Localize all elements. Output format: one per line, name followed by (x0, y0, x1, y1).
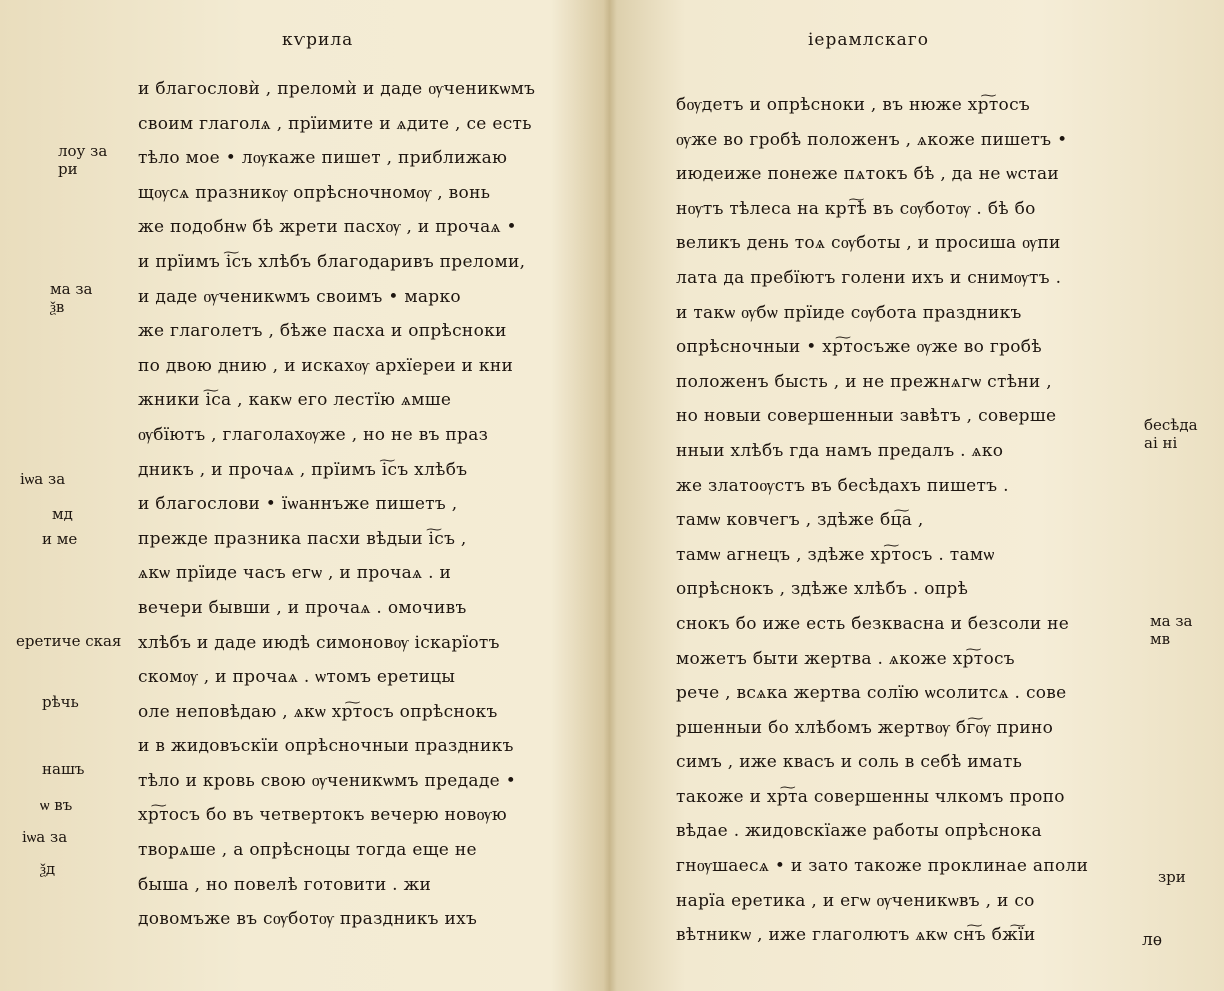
margin-note: нашъ (42, 760, 85, 778)
margin-note: ма за ѯв (50, 280, 93, 316)
text-line: нныи хлѣбъ гда намъ предалъ . ѧко (676, 440, 1004, 461)
text-line: быша , но повелѣ готовити . жи (138, 874, 432, 895)
text-line: хр͠тосъ бо въ четвертокъ вечерю новѹю (138, 805, 507, 826)
margin-note: іѡа за (22, 828, 68, 846)
text-line: хлѣбъ и даде июдѣ симоновѹ іскарїотъ (138, 632, 500, 653)
text-line: бѹдетъ и опрѣсноки , въ нюже хр͠тосъ (676, 95, 1031, 115)
text-line: прежде празника пасхи вѣдыи і͠съ , (138, 528, 467, 549)
text-line: нарїа еретика , и егѡ ѹченикѡвъ , и со (676, 890, 1035, 911)
text-line: лата да пребїютъ голени ихъ и снимѹтъ . (676, 267, 1062, 288)
text-line: и благословѝ , преломѝ и даде ѹченикѡмъ (138, 79, 536, 99)
text-line: и в жидовъскїи опрѣсночныи праздникъ (138, 736, 514, 757)
text-line: ѹже во гробѣ положенъ , ѧкоже пишетъ • (676, 129, 1068, 150)
text-line: тамѡ агнецъ , здѣже хр͠тосъ . тамѡ (676, 544, 995, 565)
text-line: щѹсѧ празникѹ опрѣсночномѹ , вонь (138, 182, 491, 203)
text-line: гнѹшаесѧ • и зато такоже проклинае аполи (676, 856, 1089, 877)
margin-note: мд (52, 505, 73, 523)
text-line: положенъ бысть , и не прежнѧгѡ стѣни , (676, 371, 1052, 392)
text-line: нѹтъ тѣлеса на крт͠ѣ въ сѹботѹ . бѣ бо (676, 198, 1036, 219)
text-line: же златоѹстъ въ бесѣдахъ пишетъ . (676, 475, 1009, 496)
margin-note: рѣчь (42, 693, 79, 711)
text-line: и такѡ ѹбѡ прїиде сѹбота праздникъ (676, 302, 1022, 323)
margin-note: іѡа за (20, 470, 66, 488)
margin-note: ѡ въ (40, 796, 73, 814)
text-line: симъ , иже квасъ и соль в себѣ имать (676, 752, 1023, 773)
margin-note: лоу за ри (58, 142, 108, 178)
margin-note: ѯд (40, 860, 56, 878)
right-page-header: іерамлскаго (808, 30, 929, 50)
text-line: ршенныи бо хлѣбомъ жертвѹ бг͠ѹ прино (676, 717, 1054, 738)
text-line: июдеиже понеже пѧтокъ бѣ , да не ѡстаи (676, 164, 1060, 185)
margin-note: еретиче ская (16, 632, 122, 650)
page-number: лѳ (1142, 930, 1163, 950)
text-line: но новыи совершенныи завѣтъ , соверше (676, 406, 1057, 427)
text-line: опрѣснокъ , здѣже хлѣбъ . опрѣ (676, 579, 969, 600)
text-line: жники і͠са , какѡ его лестїю ѧмше (138, 390, 452, 411)
text-line: своим глаголѧ , прїимите и ѧдите , се есть (138, 113, 532, 134)
margin-note: и ме (42, 530, 78, 548)
text-line: тѣло и кровь свою ѹченикѡмъ предаде • (138, 770, 517, 791)
text-line: и прїимъ і͠съ хлѣбъ благодаривъ преломи, (138, 251, 526, 272)
margin-note: бесѣда аі ні (1144, 416, 1198, 452)
left-page (0, 0, 605, 991)
left-page-text (138, 72, 578, 937)
left-margin-notes (0, 0, 138, 991)
text-line: и благослови • їѡаннъже пишетъ , (138, 494, 458, 515)
text-line: же глаголетъ , бѣже пасха и опрѣсноки (138, 321, 507, 342)
text-line: ѧкѡ прїиде часъ егѡ , и прочаѧ . и (138, 563, 452, 584)
text-line: дникъ , и прочаѧ , прїимъ і͠съ хлѣбъ (138, 459, 468, 480)
text-line: оле неповѣдаю , ѧкѡ хр͠тосъ опрѣснокъ (138, 701, 498, 722)
right-page (612, 0, 1224, 991)
text-line: великъ день тоѧ сѹботы , и просиша ѹпи (676, 233, 1061, 254)
text-line: по двою днию , и искахѹ архїереи и кни (138, 355, 514, 376)
text-line: такоже и хр͠та совершенны члкомъ пропо (676, 786, 1065, 807)
text-line: довомъже въ сѹботѹ праздникъ ихъ (138, 909, 478, 930)
text-line: же подобнѡ бѣ жрети пасхѹ , и прочаѧ • (138, 217, 517, 238)
margin-note: зри (1158, 868, 1186, 886)
margin-note: ма за мв (1150, 612, 1193, 648)
text-line: творѧше , а опрѣсноцы тогда еще не (138, 840, 477, 861)
left-page-header: кѵрила (282, 30, 354, 50)
text-line: опрѣсночныи • хр͠тосъже ѹже во гробѣ (676, 337, 1042, 358)
text-line: вѣдае . жидовскїаже работы опрѣснока (676, 821, 1042, 842)
text-line: и даде ѹченикѡмъ своимъ • марко (138, 286, 461, 307)
text-line: вѣтникѡ , иже глаголютъ ѧкѡ сн͠ъ бж͠їи (676, 925, 1036, 946)
text-line: можетъ быти жертва . ѧкоже хр͠тосъ (676, 648, 1015, 669)
text-line: рече , всѧка жертва солїю ѡсолитсѧ . сове (676, 683, 1067, 704)
text-line: ѹбїютъ , глаголахѹже , но не въ праз (138, 424, 489, 445)
text-line: скомѹ , и прочаѧ . ѡтомъ еретицы (138, 667, 456, 688)
text-line: тѣло мое • лѹкаже пишет , приближаю (138, 148, 508, 169)
text-line: снокъ бо иже есть безквасна и безсоли не (676, 613, 1070, 634)
right-margin-notes (612, 0, 1224, 991)
text-line: вечери бывши , и прочаѧ . омочивъ (138, 597, 467, 618)
text-line: тамѡ ковчегъ , здѣже бц͠а , (676, 510, 924, 531)
